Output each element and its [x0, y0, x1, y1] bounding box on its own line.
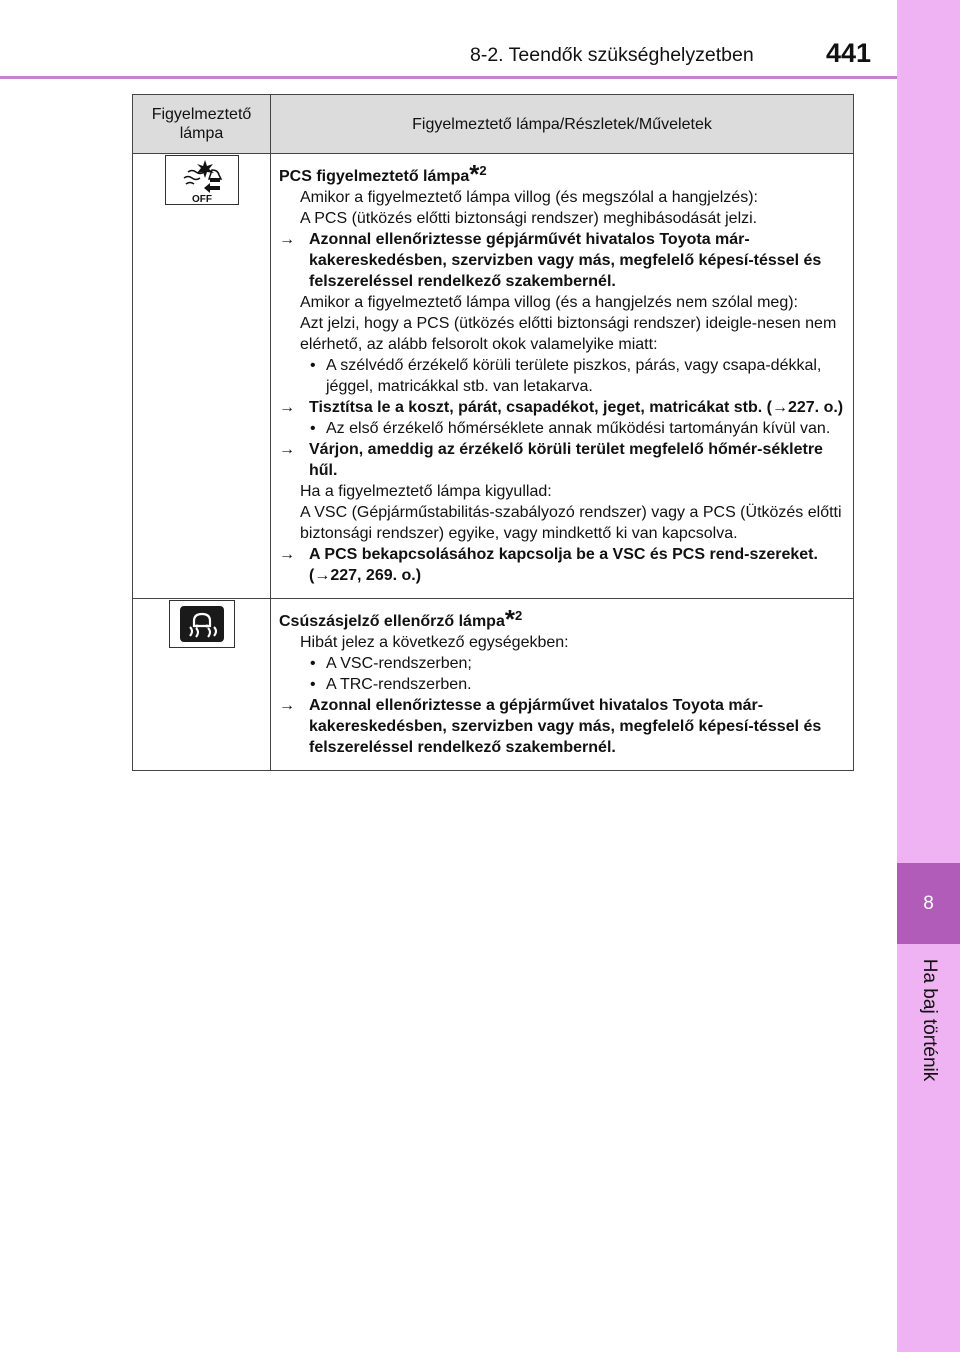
icon-cell	[133, 154, 271, 599]
details-cell	[271, 599, 854, 771]
table-row	[133, 154, 854, 599]
arrow-icon: →	[279, 231, 295, 248]
icon-cell	[133, 599, 271, 771]
column-header-lamp: Figyelmeztető lámpa	[133, 95, 271, 154]
row-title: Csúszásjelző ellenőrző lámpa*$^2$	[279, 604, 523, 634]
header-divider	[0, 76, 897, 79]
page-number: 441	[826, 38, 872, 68]
row-title: PCS figyelmeztető lámpa*$^2$	[279, 159, 487, 189]
bullet-icon: •	[310, 357, 316, 374]
action-item: → Várjon, ameddig az érzékelő körüli terület megfelelő hőmér-sékletre hűl.	[279, 441, 823, 479]
arrow-icon: →	[279, 546, 295, 563]
action-item: → Azonnal ellenőriztesse gépjárművét hivatalos Toyota már-kakereskedésben, szervizben vagy más, megfelelő képesí-téssel és felszereléssel rendelkező szakembernél.	[279, 231, 822, 290]
chapter-side-strip	[897, 0, 960, 1352]
warning-lamp-table	[132, 94, 854, 771]
arrow-icon: →	[279, 697, 295, 714]
paragraph: Ha a figyelmeztető lámpa kigyullad:	[300, 483, 552, 500]
arrow-icon: →	[314, 567, 331, 584]
page-reference-link[interactable]: 227, 269. o.)	[330, 567, 422, 584]
bullet-icon: •	[310, 420, 316, 437]
arrow-icon: →	[771, 399, 788, 416]
paragraph: Amikor a figyelmeztető lámpa villog (és a hangjelzés nem szólal meg):	[300, 294, 798, 311]
list-item: • Az első érzékelő hőmérséklete annak működési tartományán kívül van.	[310, 420, 831, 437]
paragraph: Azt jelzi, hogy a PCS (ütközés előtti biztonsági rendszer) ideigle-nesen nem elérhető, az alább felsorolt okok valamelyike miatt:	[300, 315, 837, 353]
bullet-icon: •	[310, 655, 316, 672]
arrow-icon: →	[279, 441, 295, 458]
arrow-icon: →	[279, 399, 295, 416]
chapter-number: 8	[923, 892, 934, 914]
list-item: • A szélvédő érzékelő körüli területe piszkos, párás, vagy csapa-dékkal, jéggel, matricákkal stb. van letakarva.	[310, 357, 822, 395]
paragraph: A VSC (Gépjárműstabilitás-szabályozó rendszer) vagy a PCS (Ütközés előtti biztonsági rendszer) egyike, vagy mindkettő ki van kapcsolva.	[300, 504, 842, 542]
table-row	[133, 599, 854, 771]
column-header-details: Figyelmeztető lámpa/Részletek/Műveletek	[271, 95, 854, 154]
bullet-icon: •	[310, 676, 316, 693]
paragraph: Amikor a figyelmeztető lámpa villog (és megszólal a hangjelzés):	[300, 189, 758, 206]
paragraph: A PCS (ütközés előtti biztonsági rendszer) meghibásodását jelzi.	[300, 210, 758, 227]
list-item: • A TRC-rendszerben.	[310, 676, 472, 693]
action-item: → A PCS bekapcsolásához kapcsolja be a VSC és PCS rend-szereket. (→227, 269. o.)	[279, 546, 818, 584]
paragraph: Hibát jelez a következő egységekben:	[300, 634, 569, 651]
off-label: OFF	[191, 194, 212, 204]
pcs-off-warning-icon	[165, 155, 239, 205]
details-cell	[271, 154, 854, 599]
section-title: 8-2. Teendők szükséghelyzetben	[470, 44, 754, 66]
chapter-number-tab[interactable]	[897, 863, 960, 944]
chapter-label-wrap	[897, 950, 960, 1090]
action-item: → Tisztítsa le a koszt, párát, csapadékot, jeget, matricákat stb. (→227. o.)	[279, 399, 844, 416]
action-item: → Azonnal ellenőriztesse a gépjárművet hivatalos Toyota már-kakereskedésben, szervizben vagy más, megfelelő képesí-téssel és felszereléssel rendelkező szakembernél.	[279, 697, 822, 756]
table-header-row	[133, 95, 854, 154]
list-item: • A VSC-rendszerben;	[310, 655, 472, 672]
slip-indicator-icon	[169, 600, 235, 648]
chapter-label: Ha baj történik	[918, 958, 940, 1082]
page-reference-link[interactable]: 227. o.)	[787, 399, 844, 416]
